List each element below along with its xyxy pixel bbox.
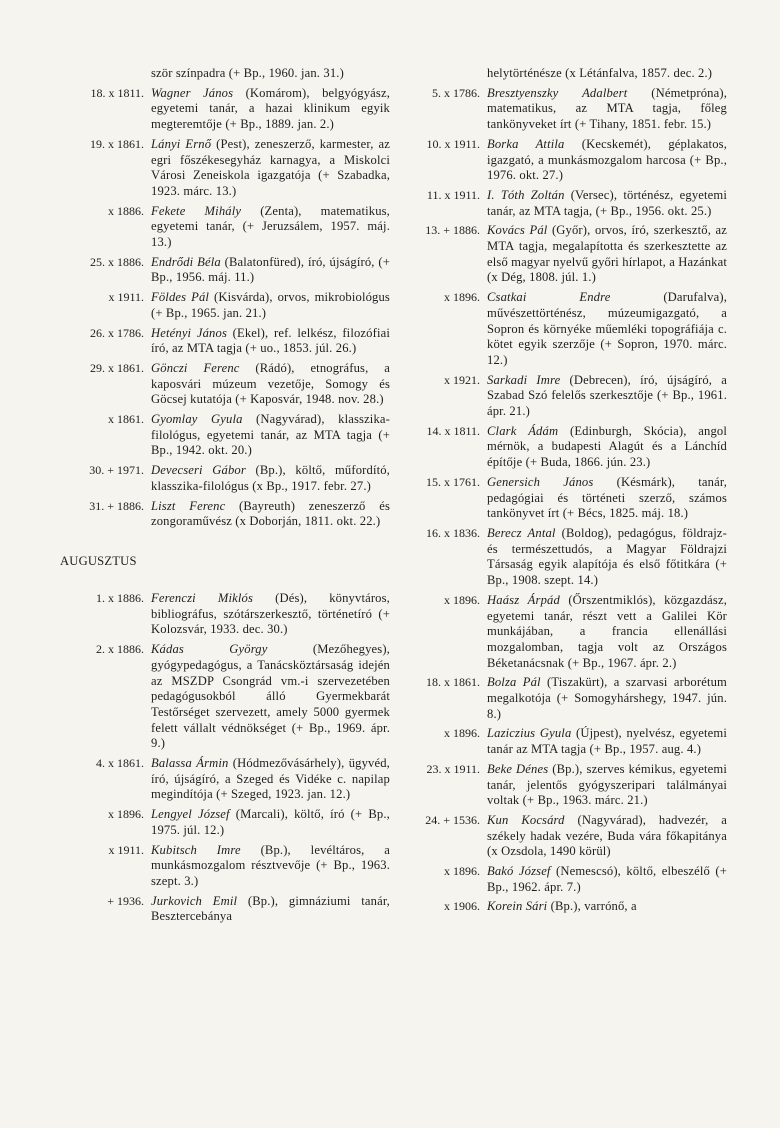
person-name: Bakó József	[487, 864, 551, 879]
calendar-entry	[60, 463, 390, 494]
month-heading: AUGUSZTUS	[60, 553, 137, 568]
entry-description: (Késmárk), tanár, pedagógiai és történeti szerző, számos tankönyvet írt (+ Bécs, 1825. máj. 18.)	[487, 474, 727, 521]
entry-date: 14. x 1811.	[426, 423, 480, 438]
entry-text	[487, 86, 727, 133]
calendar-entry	[407, 223, 727, 286]
entry-description: (Győr), orvos, író, szerkesztő, az MTA tagja, megalapította és szerkesztette az első magyar nyelvű győri hírlapot, a Hazánkat (x Dég, 1808. júl. 1.)	[487, 223, 728, 285]
entry-date: 1. x 1886.	[96, 590, 144, 605]
entry-text	[487, 424, 727, 471]
entry-description: (Balatonfüred), író, újságíró, (+ Bp., 1956. máj. 11.)	[151, 254, 390, 285]
entry-date: 23. x 1911.	[426, 761, 480, 776]
entry-description: (Edinburgh, Skócia), angol mérnök, a budapesti Alagút és a Lánchíd építője (+ Buda, 1866. jún. 23.)	[487, 423, 728, 470]
left-column	[60, 66, 390, 925]
person-name: Csatkai Endre	[487, 290, 611, 305]
person-name: Ferenczi Miklós	[151, 590, 254, 605]
entry-date: 15. x 1761.	[426, 474, 480, 489]
calendar-entry	[407, 864, 727, 895]
entry-text	[487, 726, 727, 757]
entry-text	[487, 137, 727, 184]
entry-text	[487, 864, 727, 895]
entry-text	[151, 255, 390, 286]
entry-description: (Bp.), költő, műfordító, klasszika-filológus (x Bp., 1917. febr. 27.)	[151, 463, 390, 493]
calendar-entry	[407, 66, 727, 82]
person-name: Fekete Mihály	[151, 203, 242, 218]
person-name: Berecz Antal	[487, 525, 556, 540]
entry-text	[487, 223, 727, 286]
entry-description: (Mezőhegyes), gyógypedagógus, a Tanácsköztársaság idején az MSZDP Csongrád vm.-i szervezetében pedagógusokból álló Gyermekbarát Testőrséget szervezett, amely 5000 gyermek felett vállalt védnökséget (+ Bp., 1969. ápr. 9.)	[151, 642, 390, 751]
entry-description: (Nagyvárad), klasszika-filológus, egyetemi tanár, az MTA tagja (+ Bp., 1942. okt. 20.)	[151, 412, 390, 458]
entry-description: (Pest), zeneszerző, karmester, az egri főszékesegyház karnagya, a Miskolci Városi Zeneiskola igazgatója (+ Szabadka, 1923. márc. 13.)	[151, 136, 390, 198]
entry-date: 30. + 1971.	[89, 463, 144, 478]
entry-text	[151, 591, 390, 638]
person-name: Kovács Pál	[487, 223, 548, 238]
entry-date: 5. x 1786.	[432, 85, 480, 100]
person-name: Kun Kocsárd	[487, 812, 565, 827]
entry-text	[487, 290, 727, 369]
entry-text	[151, 499, 390, 530]
entry-text	[151, 756, 390, 803]
entry-description: (Hódmezővásárhely), ügyvéd, író, újságíró, a Szeged és Vidéke c. napilap megindítója (+ Szeged, 1923. jan. 12.)	[151, 756, 390, 802]
entry-text	[151, 290, 390, 321]
person-name: Bresztyenszky Adalbert	[487, 85, 628, 100]
calendar-entry	[60, 412, 390, 459]
entry-text	[487, 66, 727, 82]
person-name: Endrődi Béla	[151, 254, 221, 269]
calendar-entry	[407, 290, 727, 369]
entry-date	[60, 66, 151, 82]
entry-description: (Kisvárda), orvos, mikrobiológus (+ Bp., 1965. jan. 21.)	[151, 290, 390, 320]
entry-description: (Tiszakürt), a szarvasi arborétum megalkotója (+ Somogyhárshegy, 1947. jún. 8.)	[487, 675, 727, 721]
entry-text	[151, 463, 390, 494]
entry-description: (Boldog), pedagógus, földrajz- és természettudós, a Magyar Földrajzi Társaság egyik alapítója és első főtitkára (+ Bp., 1908. szept. 14.)	[487, 525, 727, 588]
calendar-entry	[407, 86, 727, 133]
right-column	[407, 66, 727, 915]
entry-date: 10. x 1911.	[426, 136, 480, 151]
person-name: Korein Sári	[487, 899, 548, 914]
person-name: Borka Attila	[487, 136, 565, 151]
person-name: Beke Dénes	[487, 761, 549, 776]
calendar-entry	[60, 204, 390, 251]
entry-description: (Őrszentmiklós), közgazdász, egyetemi tanár, részt vett a Galilei Kör munkájában, a francia ellenállási mozgalomban, tagja volt az Országos Béketanácsnak (+ Bp., 1967. ápr. 2.)	[487, 592, 727, 670]
entry-date: 24. + 1536.	[425, 812, 480, 827]
person-name: Haász Árpád	[487, 592, 560, 607]
entry-text	[487, 475, 727, 522]
entry-date: 11. x 1911.	[426, 187, 480, 202]
entry-description: (Bayreuth) zeneszerző és zongoraművész (x Doborján, 1811. okt. 22.)	[151, 498, 390, 529]
entry-text	[151, 361, 390, 408]
calendar-entry	[407, 188, 727, 219]
calendar-entry	[407, 137, 727, 184]
entry-date: x 1911.	[108, 842, 144, 857]
entry-date: x 1886.	[108, 203, 144, 218]
calendar-entry	[60, 66, 390, 82]
calendar-entry	[60, 807, 390, 838]
entry-description: (Bp.), levéltáros, a munkásmozgalom résztvevője (+ Bp., 1963. szept. 3.)	[151, 842, 390, 888]
person-name: Hetényi János	[151, 325, 227, 340]
person-name: Jurkovich Emil	[151, 893, 238, 908]
entry-date: 18. x 1861.	[426, 675, 480, 690]
entry-date: x 1896.	[444, 592, 480, 607]
calendar-entry	[407, 526, 727, 589]
entry-description: (Ekel), ref. lelkész, filozófiai író, az MTA tagja (+ uo., 1853. júl. 26.)	[151, 325, 390, 356]
entry-text	[151, 642, 390, 752]
entry-text	[151, 86, 390, 133]
calendar-entry	[407, 593, 727, 672]
entry-description: (Debrecen), író, újságíró, a Szabad Szó felelős szerkesztője (+ Bp., 1961. ápr. 21.)	[487, 372, 728, 419]
entry-description: (Rádó), etnográfus, a kaposvári múzeum vezetője, Somogy és Göcsej kutatója (+ Kaposvár, 1948. nov. 28.)	[151, 360, 391, 407]
calendar-entry	[60, 642, 390, 752]
entry-text	[151, 66, 390, 82]
entry-date: 16. x 1836.	[426, 525, 480, 540]
calendar-entry	[60, 290, 390, 321]
entry-text	[151, 843, 390, 890]
calendar-entry	[407, 475, 727, 522]
calendar-entry	[60, 255, 390, 286]
entry-date: x 1896.	[108, 807, 144, 822]
person-name: Genersich János	[487, 474, 594, 489]
entry-description: (Nemescsó), költő, elbeszélő (+ Bp., 1962. ápr. 7.)	[487, 864, 728, 894]
calendar-entry	[60, 361, 390, 408]
entry-text	[151, 412, 390, 459]
person-name: Gönczi Ferenc	[151, 360, 240, 375]
entry-description: (Nagyvárad), hadvezér, a székely hadak vezére, Buda vára főkapitánya (x Ozsdola, 1490 körül)	[487, 812, 727, 859]
calendar-entry	[60, 499, 390, 530]
calendar-entry	[407, 899, 727, 915]
entry-text	[487, 813, 727, 860]
person-name: Sarkadi Imre	[487, 372, 561, 387]
person-name: Lányi Ernő	[151, 136, 212, 151]
entry-description: ször színpadra (+ Bp., 1960. jan. 31.)	[151, 66, 344, 80]
entry-date: x 1861.	[108, 412, 144, 427]
entry-text	[487, 899, 727, 915]
entry-description: (Versec), történész, egyetemi tanár, az MTA tagja, (+ Bp., 1956. okt. 25.)	[487, 187, 727, 218]
entry-description: (Bp.), szerves kémikus, egyetemi tanár, jelentős gyógyszeripari találmányai voltak (+ Bp., 1963. márc. 21.)	[487, 761, 727, 808]
calendar-entry	[407, 813, 727, 860]
entry-date: 13. + 1886.	[425, 223, 480, 238]
entry-date: + 1936.	[107, 893, 144, 908]
entry-description: (Zenta), matematikus, egyetemi tanár, (+ Jeruzsálem, 1957. máj. 13.)	[151, 203, 390, 250]
entry-date: 31. + 1886.	[89, 498, 144, 513]
person-name: Laziczius Gyula	[487, 726, 572, 741]
entry-text	[151, 137, 390, 200]
person-name: Wagner János	[151, 85, 234, 100]
calendar-entry	[407, 373, 727, 420]
entry-text	[151, 204, 390, 251]
person-name: Balassa Ármin	[151, 756, 229, 771]
calendar-entry	[60, 137, 390, 200]
entry-description: (Németpróna), matematikus, az MTA tagja, főleg tankönyveket írt (+ Tihany, 1851. febr. 15.)	[487, 85, 727, 132]
entry-text	[487, 526, 727, 589]
calendar-entry	[60, 591, 390, 638]
entry-text	[487, 188, 727, 219]
entry-text	[487, 675, 727, 722]
entry-description: (Darufalva), művészettörténész, múzeumigazgató, a Sopron és környéke műemléki topográfiája c. kötet egyik szerzője (+ Sopron, 1970. márc. 12.)	[487, 290, 727, 367]
entry-description: (Komárom), belgyógyász, egyetemi tanár, a hazai klinikum egyik megteremtője (+ Bp., 1889. jan. 2.)	[151, 85, 390, 132]
entry-description: (Dés), könyvtáros, bibliográfus, szótárszerkesztő, történetíró (+ Kolozsvár, 1933. dec. 30.)	[151, 590, 390, 637]
entry-description: (Marcali), költő, író (+ Bp., 1975. júl. 12.)	[151, 807, 390, 837]
person-name: Lengyel József	[151, 807, 230, 822]
entry-date: 2. x 1886.	[96, 642, 144, 657]
entry-date: 4. x 1861.	[96, 756, 144, 771]
entry-date: 26. x 1786.	[90, 325, 144, 340]
entry-date: x 1896.	[444, 864, 480, 879]
calendar-entry	[60, 86, 390, 133]
calendar-entry	[60, 894, 390, 925]
person-name: Liszt Ferenc	[151, 498, 226, 513]
entry-text	[151, 807, 390, 838]
entry-date: x 1896.	[444, 290, 480, 305]
calendar-entry	[60, 756, 390, 803]
person-name: I. Tóth Zoltán	[487, 187, 565, 202]
entry-text	[487, 593, 727, 672]
calendar-entry	[60, 326, 390, 357]
person-name: Kádas György	[151, 642, 268, 657]
person-name: Földes Pál	[151, 290, 210, 305]
entry-text	[151, 326, 390, 357]
entry-date: 25. x 1886.	[90, 254, 144, 269]
entry-text	[487, 762, 727, 809]
entry-date: 18. x 1811.	[90, 85, 144, 100]
entry-date: x 1896.	[444, 726, 480, 741]
calendar-entry	[407, 675, 727, 722]
calendar-entry	[60, 843, 390, 890]
entry-date: 29. x 1861.	[90, 360, 144, 375]
person-name: Bolza Pál	[487, 675, 541, 690]
person-name: Clark Ádám	[487, 423, 559, 438]
entry-description: (Kecskemét), géplakatos, igazgató, a munkásmozgalom harcosa (+ Bp., 1976. okt. 27.)	[487, 136, 727, 183]
entry-date: x 1906.	[444, 899, 480, 914]
calendar-entry	[407, 424, 727, 471]
entry-text	[151, 894, 390, 925]
entry-text	[487, 373, 727, 420]
calendar-entry	[407, 726, 727, 757]
entry-date: 19. x 1861.	[90, 136, 144, 151]
entry-date: x 1911.	[108, 290, 144, 305]
entry-description: (Újpest), nyelvész, egyetemi tanár az MTA tagja (+ Bp., 1957. aug. 4.)	[487, 726, 727, 757]
calendar-entry	[407, 762, 727, 809]
entry-description: (Bp.), varrónő, a	[547, 899, 637, 914]
person-name: Kubitsch Imre	[151, 842, 241, 857]
entry-date	[407, 66, 487, 82]
entry-date: x 1921.	[444, 372, 480, 387]
person-name: Devecseri Gábor	[151, 463, 246, 478]
entry-description: (Bp.), gimnáziumi tanár, Besztercebánya	[151, 893, 390, 924]
entry-description: helytörténésze (x Létánfalva, 1857. dec. 2.)	[487, 66, 713, 80]
person-name: Gyomlay Gyula	[151, 412, 243, 427]
